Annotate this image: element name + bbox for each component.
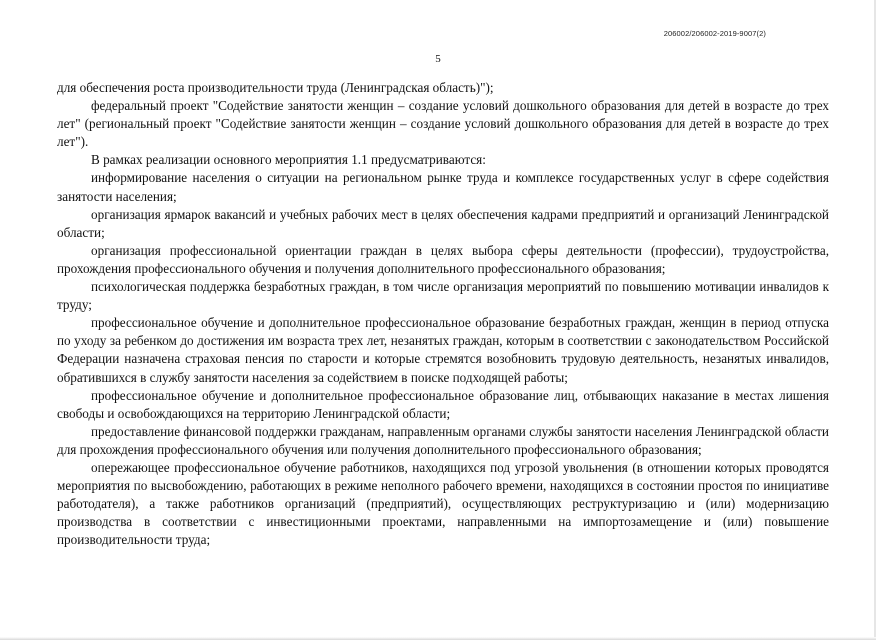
paragraph-federal-project: федеральный проект "Содействие занятости женщин – создание условий дошкольного образования для детей в возрасте до трех лет" (региональный проект "Содействие занятости женщин – создание условий дошкольного образования для детей в возрасте до трех лет"). (57, 98, 829, 150)
page-number: 5 (435, 53, 441, 65)
list-item-informing: информирование населения о ситуации на региональном рынке труда и комплексе государственных услуг в сфере содействия занятости населения; (57, 170, 829, 204)
list-item-vocational-training: профессиональное обучение и дополнительное профессиональное образование безработных граждан, женщин в период отпуска по уходу за ребенком до достижения им возраста трех лет, незанятых граждан, которым в соответствии с законодательством Российской Федерации назначена страховая пенсия по старости и которые стремятся возобновить трудовую деятельность, незанятых инвалидов, обратившихся в службу занятости населения за содействием в поиске подходящей работы; (57, 315, 829, 385)
document-body (57, 79, 829, 549)
list-item-financial-support: предоставление финансовой поддержки гражданам, направленным органами службы занятости населения Ленинградской области для прохождения профессионального обучения или получения дополнительного профессионального образования; (57, 423, 829, 457)
paragraph-1: для обеспечения роста производительности труда (Ленинградская область)"); (57, 80, 494, 95)
list-item-psychological-support: психологическая поддержка безработных граждан, в том числе организация мероприятий по повышению мотивации инвалидов к труду; (57, 279, 829, 313)
document-registration-code: 206002/206002-2019-9007(2) (663, 29, 766, 38)
list-item-training-prisoners: профессиональное обучение и дополнительное профессиональное образование лиц, отбывающих наказание в местах лишения свободы и освобождающихся на территорию Ленинградской области; (57, 387, 829, 421)
paragraph-intro: В рамках реализации основного мероприятия 1.1 предусматриваются: (91, 152, 486, 168)
list-item-job-fairs: организация ярмарок вакансий и учебных рабочих мест в целях обеспечения кадрами предприятий и организаций Ленинградской области; (57, 206, 829, 240)
list-item-advance-training: опережающее профессиональное обучение работников, находящихся под угрозой увольнения (в отношении которых проводятся мероприятия по высвобождению, работающих в режиме неполного рабочего времени, находящихся в состоянии простоя по инициативе работодателя), а также работников организаций (предприятий), осуществляющих реструктуризацию и (или) модернизацию производства в соответствии с инвестиционными проектами, направленными на импортозамещение и (или) повышение производительности труда; (57, 459, 829, 548)
list-item-career-guidance: организация профессиональной ориентации граждан в целях выбора сферы деятельности (профессии), трудоустройства, прохождения профессионального обучения и получения дополнительного профессионального образования; (57, 242, 829, 276)
